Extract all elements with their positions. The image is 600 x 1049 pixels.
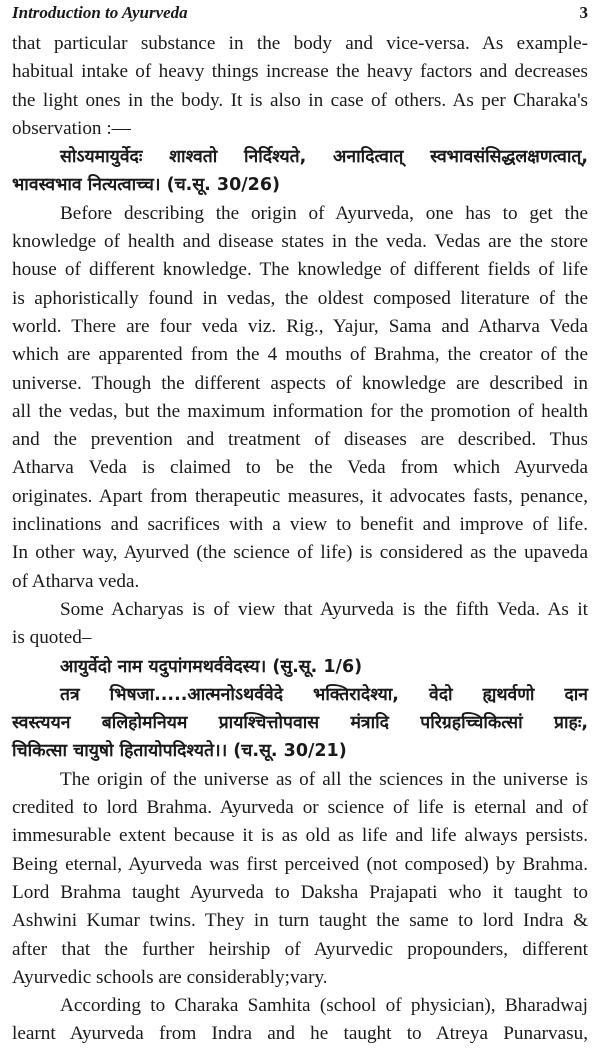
text-line: universe. Though the different aspects of knowledge are described in: [12, 372, 588, 394]
text-line: world. There are four veda viz. Rig., Yajur, Sama and Atharva Veda: [12, 315, 588, 337]
text-line: Atharva Veda is claimed to be the Veda from which Ayurveda: [12, 457, 588, 479]
text-line: habitual intake of heavy things increase the heavy factors and decreases: [12, 61, 588, 83]
text-line: all the vedas, but the maximum information for the promotion of health: [12, 400, 588, 422]
page-number: 3: [579, 3, 588, 22]
running-title: Introduction to Ayurveda: [12, 3, 188, 22]
text-line: Lord Brahma taught Ayurveda to Daksha Prajapati who it taught to: [12, 881, 588, 903]
text-line: observation :—: [12, 117, 131, 139]
text-line: Being eternal, Ayurveda was first perceived (not composed) by Brahma.: [12, 853, 588, 875]
sanskrit-verse-line: भावस्वभाव नित्यत्वाच्च। (च.सू. 30/26): [12, 175, 280, 196]
text-line: that particular substance in the body and vice-versa. As example-: [12, 33, 588, 54]
text-line: learnt Ayurveda from Indra and he taught to Atreya Punarvasu,: [12, 1023, 588, 1045]
text-line: immesurable extent because it is as old as life and life always persists.: [12, 825, 588, 847]
text-line: house of different knowledge. The knowledge of different fields of life: [12, 259, 588, 281]
running-header: [12, 0, 588, 26]
text-line: originates. Apart from therapeutic measures, it advocates fasts, penance,: [12, 485, 588, 507]
text-line: and the prevention and treatment of diseases are described. Thus: [12, 429, 588, 451]
text-line: is quoted–: [12, 627, 92, 649]
text-line: credited to lord Brahma. Ayurveda or science of life is eternal and of: [12, 797, 588, 819]
sanskrit-verse-line: आयुर्वेदो नाम यदुपांगमथर्ववेदस्य। (सु.सू. 1/6): [60, 656, 363, 677]
sanskrit-verse-line: चिकित्सा चायुषो हितायोपदिश्यते।। (च.सू. 30/21): [12, 741, 347, 762]
text-line: According to Charaka Samhita (school of physician), Bharadwaj: [60, 995, 588, 1017]
text-line: The origin of the universe as of all the sciences in the universe is: [60, 768, 588, 790]
text-line: In other way, Ayurved (the science of life) is considered as the upaveda: [12, 542, 588, 564]
sanskrit-verse-line: तत्र भिषजा.....आत्मनोऽथर्ववेदे भक्तिरादेश्या, वेदो ह्यथर्वणो दान: [60, 684, 588, 705]
text-line: Before describing the origin of Ayurveda, one has to get the: [60, 202, 588, 224]
text-line: inclinations and sacrifices with a view to benefit and improve of life.: [12, 514, 588, 536]
text-line: after that the further heirship of Ayurvedic propounders, different: [12, 938, 588, 960]
text-line: of Atharva veda.: [12, 570, 140, 592]
sanskrit-verse-line: सोऽयमायुर्वेदः शाश्वतो निर्दिश्यते, अनादित्वात् स्वभावसंसिद्धलक्षणत्वात्,: [60, 147, 588, 168]
text-line: Some Acharyas is of view that Ayurveda is the fifth Veda. As it: [60, 598, 588, 620]
text-line: the light ones in the body. It is also in case of others. As per Charaka's: [12, 89, 588, 111]
text-line: knowledge of health and disease states in the veda. Vedas are the store: [12, 231, 588, 253]
sanskrit-verse-line: स्वस्त्ययन बलिहोमनियम प्रायश्चित्तोपवास मंत्रादि परिग्रहच्चिकित्सां प्राहः,: [12, 713, 588, 734]
text-line: Ayurvedic schools are considerably;vary.: [12, 966, 328, 988]
text-line: which are apparented from the 4 mouths of Brahma, the creator of the: [12, 344, 588, 366]
text-line: Ashwini Kumar twins. They in turn taught the same to lord Indra &: [12, 910, 588, 932]
page-body-text: [12, 30, 588, 1049]
text-line: is aphoristically found in vedas, the oldest composed literature of the: [12, 287, 588, 309]
